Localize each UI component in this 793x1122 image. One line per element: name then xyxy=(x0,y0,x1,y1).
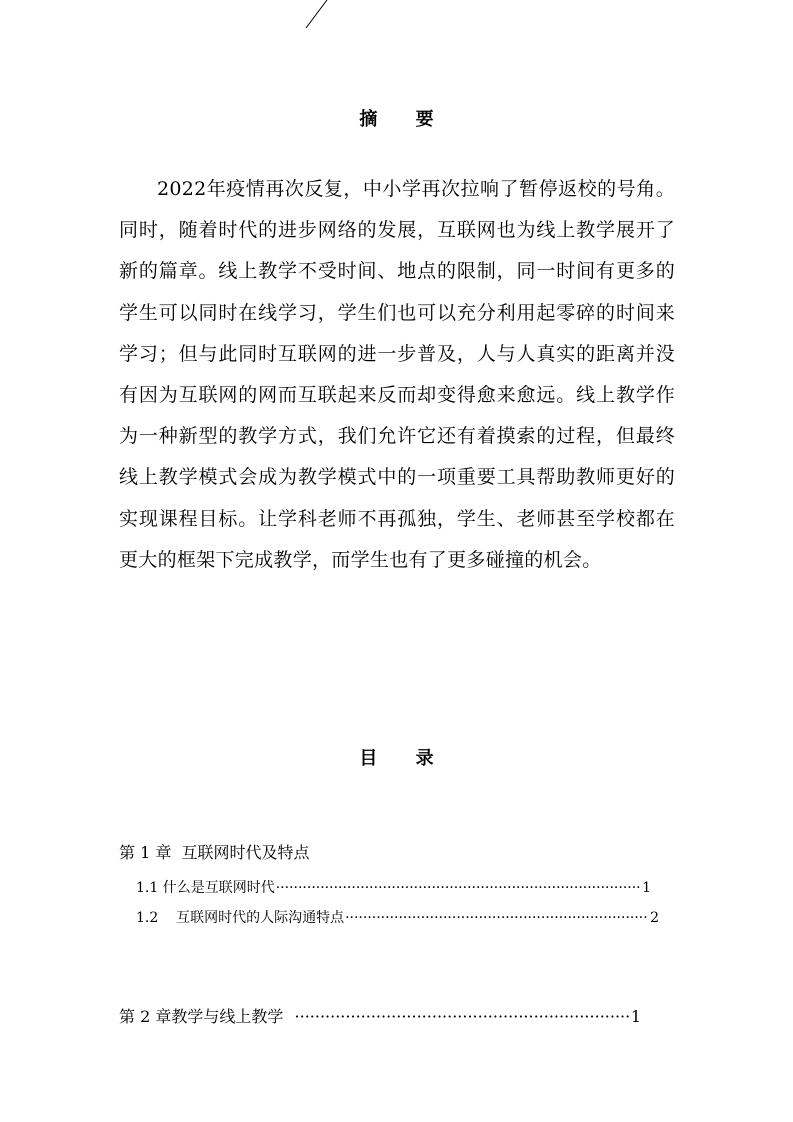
toc-chapter-1-label: 第 1 章 互联网时代及特点 xyxy=(119,843,310,862)
toc-title: 目 录 xyxy=(359,748,450,769)
toc-section-1-1[interactable] xyxy=(136,877,651,897)
toc-chapter-2-label: 第 2 章教学与线上教学 xyxy=(119,1007,294,1026)
page-corner-mark xyxy=(300,0,330,30)
toc-chapter-1[interactable] xyxy=(119,840,310,863)
toc-leader-dots xyxy=(295,1007,630,1026)
toc-leader-dots xyxy=(276,880,641,896)
toc-leader-dots xyxy=(345,910,649,926)
toc-chapter-2[interactable] xyxy=(119,1004,641,1027)
abstract-body: 2022年疫情再次反复，中小学再次拉响了暂停返校的号角。同时，随着时代的进步网络的发展，互联网也为线上教学展开了新的篇章。线上教学不受时间、地点的限制，同一时间有更多的学生可以同时在线学习，学生们也可以充分利用起零碎的时间来学习；但与此同时互联网的进一步普及，人与人真实的距离并没有因为互联网的网而互联起来反而却变得愈来愈远。线上教学作为一种新型的教学方式，我们允许它还有着摸索的过程，但最终线上教学模式会成为教学模式中的一项重要工具帮助教师更好的实现课程目标。让学科老师不再孤独，学生、老师甚至学校都在更大的框架下完成教学，而学生也有了更多碰撞的机会。 xyxy=(119,178,675,571)
toc-page-number: 1 xyxy=(630,1007,641,1026)
abstract-title: 摘 要 xyxy=(359,109,450,130)
toc-page-number: 1 xyxy=(642,880,651,896)
toc-page-number: 2 xyxy=(650,910,659,926)
toc-section-1-2[interactable] xyxy=(136,907,659,927)
toc-section-label: 1.1 什么是互联网时代 xyxy=(136,880,275,896)
toc-section-label: 1.2 互联网时代的人际沟通特点 xyxy=(136,910,345,926)
